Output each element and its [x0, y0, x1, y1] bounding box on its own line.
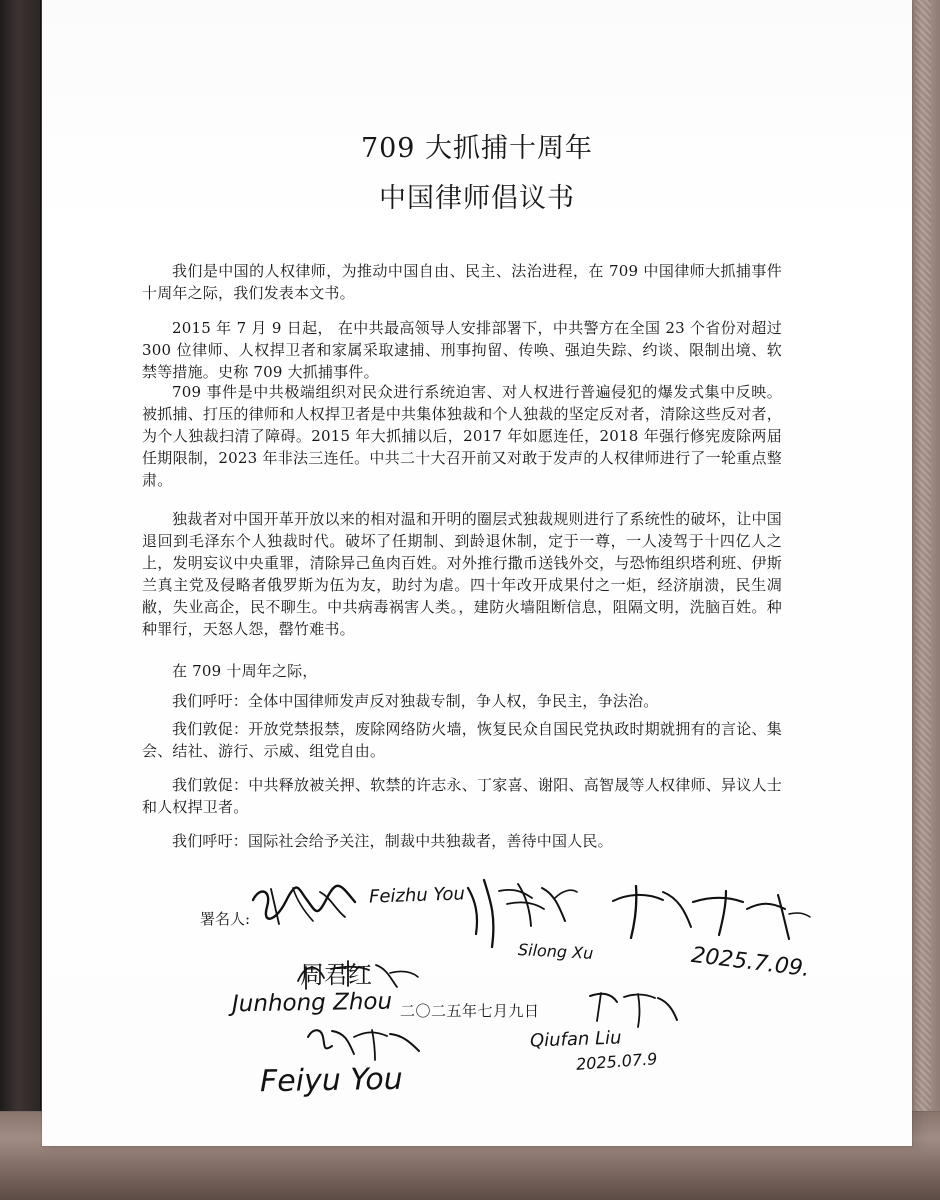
paragraph-6: 我们呼吁：全体中国律师发声反对独裁专制，争人权，争民主，争法治。: [172, 692, 659, 710]
paragraph-9: 我们呼吁：国际社会给予关注，制裁中共独裁者，善待中国人民。: [172, 832, 613, 850]
signature-text-feiyu-you: Feiyu You: [259, 1061, 404, 1100]
handwritten-signature-qiufan-liu: [582, 985, 682, 1033]
signature-text-silong-xu: Silong Xu: [517, 940, 594, 963]
document-page: [42, 0, 912, 1146]
handwritten-signature-junhong-zhou-cn: [292, 955, 422, 995]
handwritten-signature-feiyu-you: [302, 1020, 432, 1065]
handwritten-signature-chinese-name-right: [605, 878, 815, 948]
document-title-line-1: 709 大抓捕十周年: [360, 133, 594, 164]
signature-label: 署名人:: [200, 910, 251, 928]
document-content: [42, 0, 912, 1146]
paragraph-2: 2015 年 7 月 9 日起， 在中共最高领导人安排部署下，中共警方在全国 23 个省份对超过 300 位律师、人权捍卫者和家属采取逮捕、刑事拘留、传唤、强迫失踪、约谈、限制出境、软禁等措施。史称 709 大抓捕事件。: [142, 319, 782, 381]
paragraph-7: 我们敦促：开放党禁报禁，废除网络防火墙，恢复民众自国民党执政时期就拥有的言论、集会、结社、游行、示威、组党自由。: [142, 720, 782, 760]
signature-text-junhong-zhou: Junhong Zhou: [231, 988, 393, 1018]
handwritten-signature-feizhu-you: [250, 880, 360, 930]
paragraph-4: 独裁者对中国开革开放以来的相对温和开明的圈层式独裁规则进行了系统性的破坏，让中国退回到毛泽东个人独裁时代。破坏了任期制、到龄退休制，定于一尊，一人凌驾于十四亿人之上，发明妄议中央重罪，清除异己鱼肉百姓。对外推行撒币送钱外交，与恐怖组织塔利班、伊斯兰真主党及侵略者俄罗斯为伍为友，助纣为虐。四十年改开成果付之一炬，经济崩溃，民生凋敝，失业高企，民不聊生。中共病毒祸害人类。，建防火墙阻断信息，阻隔文明，洗脑百姓。种种罪行，天怒人怨，罄竹难书。: [142, 510, 782, 638]
paragraph-5: 在 709 十周年之际，: [172, 662, 318, 680]
handwritten-date-2: 2025.07.9: [575, 1049, 659, 1074]
left-fabric-edge: [0, 0, 41, 1200]
document-title-line-2: 中国律师倡议书: [379, 183, 575, 214]
signature-text-qiufan-liu: Qiufan Liu: [529, 1027, 622, 1052]
printed-date: 二〇二五年七月九日: [400, 1002, 540, 1020]
paragraph-3: 709 事件是中共极端组织对民众进行系统迫害、对人权进行普遍侵犯的爆发式集中反映。被抓捕、打压的律师和人权捍卫者是中共集体独裁和个人独裁的坚定反对者，清除这些反对者，为个人独裁扫清了障碍。2015 年大抓捕以后，2017 年如愿连任，2018 年强行修宪废除两届任期限制，2023 年非法三连任。中共二十大召开前又对敢于发声的人权律师进行了一轮重点整肃。: [142, 383, 782, 489]
signature-text-junhong-zhou-cn: 周君红: [300, 961, 372, 989]
paragraph-8: 我们敦促：中共释放被关押、软禁的许志永、丁家喜、谢阳、高智晟等人权律师、异议人士和人权捍卫者。: [142, 776, 782, 816]
handwritten-signature-silong-xu: [460, 872, 582, 952]
paragraph-1: 我们是中国的人权律师，为推动中国自由、民主、法治进程，在 709 中国律师大抓捕事件十周年之际，我们发表本文书。: [142, 262, 782, 302]
signature-text-feizhu-you: Feizhu You: [368, 883, 466, 908]
handwritten-date-1: 2025.7.09.: [689, 942, 812, 983]
